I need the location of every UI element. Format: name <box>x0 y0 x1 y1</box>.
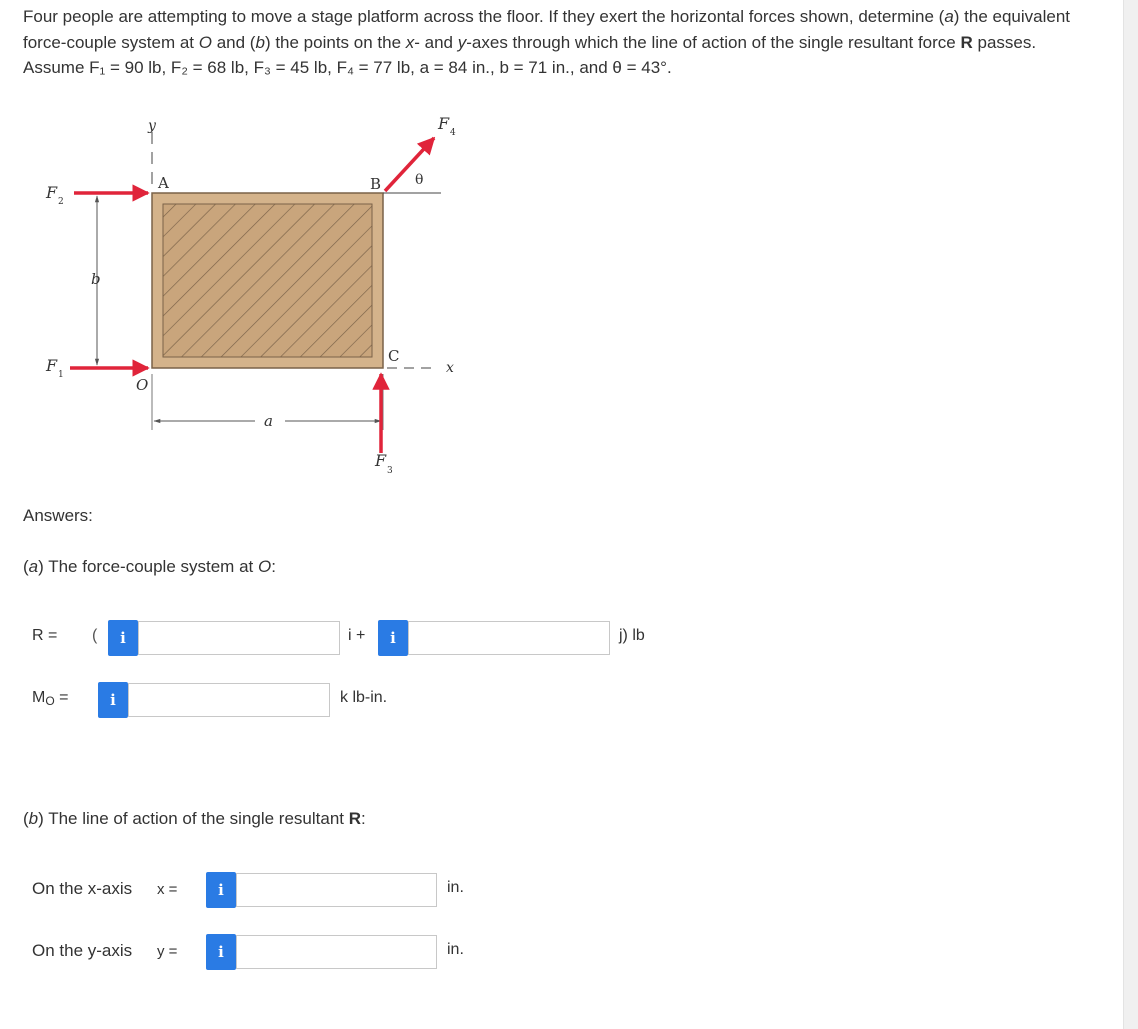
y-info-button[interactable] <box>206 934 236 970</box>
i-unit-label: i + <box>348 627 366 644</box>
r-open-paren: ( <box>92 627 98 644</box>
f1-label: F <box>46 356 58 375</box>
point-a-label: A <box>158 174 169 192</box>
f1-subscript: 1 <box>58 370 64 380</box>
x-info-button[interactable] <box>206 872 236 908</box>
r-label: R = <box>32 627 58 644</box>
rx-input[interactable] <box>138 621 340 655</box>
y-axis-label-text: On the y-axis <box>32 941 133 960</box>
problem-statement <box>23 4 1115 81</box>
f3-label: F <box>375 451 387 470</box>
mo-label: $M_O$ = <box>32 689 69 708</box>
ry-info-button[interactable] <box>378 620 408 656</box>
x-input[interactable] <box>236 873 437 907</box>
mo-unit-label: k lb-in. <box>340 689 388 706</box>
point-b-label: B <box>370 175 382 193</box>
info-icon: i <box>390 629 396 647</box>
info-icon: i <box>218 943 224 961</box>
dimension-b <box>80 193 138 368</box>
part-b-heading: (b) The line of action of the single resultant R: <box>23 809 366 828</box>
platform-diagram-svg <box>30 112 470 487</box>
y-eq-label: y = <box>157 943 178 960</box>
ry-input[interactable] <box>408 621 610 655</box>
problem-assumptions: Assume F₁ = 90 lb, F₂ = 68 lb, F₃ = 45 lb, F₄ = 77 lb, a = 84 in., b = 71 in., and θ = 43°. <box>23 58 672 77</box>
x-axis-label: x <box>446 360 454 376</box>
force-f4-arrow <box>385 138 434 191</box>
f2-subscript: 2 <box>58 197 64 207</box>
f3-subscript: 3 <box>387 466 393 476</box>
f4-subscript: 4 <box>450 128 456 138</box>
theta-label: θ <box>415 172 424 188</box>
f2-label: F <box>46 183 58 202</box>
y-unit-label: in. <box>447 941 464 958</box>
mo-info-button[interactable] <box>98 682 128 718</box>
dimension-a-label: a <box>264 412 273 430</box>
point-c-label: C <box>388 347 400 365</box>
x-unit-label: in. <box>447 879 464 896</box>
x-axis-label-text: On the x-axis <box>32 879 133 898</box>
page-scrollbar[interactable] <box>1123 0 1138 1029</box>
info-icon: i <box>218 881 224 899</box>
platform-diagram <box>30 112 470 487</box>
answers-heading: Answers: <box>23 506 93 525</box>
y-axis-label: y <box>148 118 156 134</box>
y-input[interactable] <box>236 935 437 969</box>
j-unit-label: j) lb <box>619 627 645 644</box>
part-a-heading: (a) The force-couple system at O: <box>23 557 276 576</box>
origin-o-label: O <box>136 376 149 394</box>
rx-info-button[interactable] <box>108 620 138 656</box>
stage-platform <box>152 193 383 368</box>
f4-label: F <box>438 114 450 133</box>
dimension-b-label: b <box>91 270 101 288</box>
info-icon: i <box>120 629 126 647</box>
mo-input[interactable] <box>128 683 330 717</box>
info-icon: i <box>110 691 116 709</box>
x-eq-label: x = <box>157 881 178 898</box>
problem-intro: Four people are attempting to move a stage platform across the floor. If they exert the horizontal forces shown, determine (a) the equivalent force-couple system at O and (b) the points on the x- and y-axes through which the line of action of the single resultant force R passes. <box>23 7 1071 52</box>
